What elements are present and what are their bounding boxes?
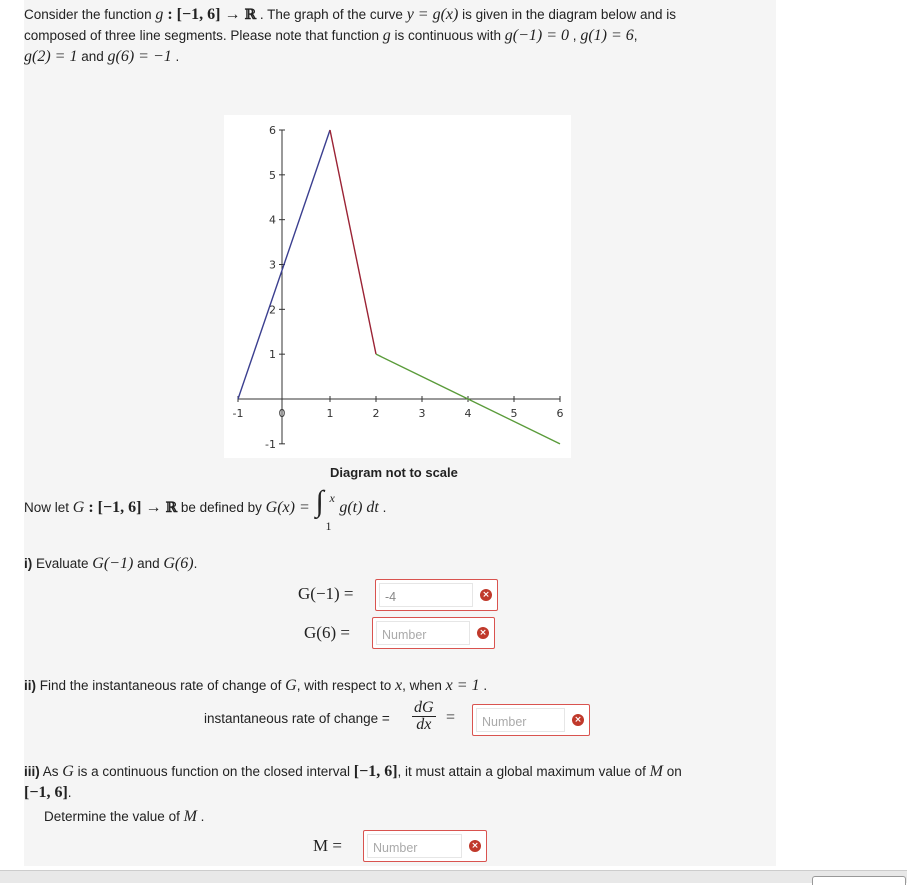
error-icon: × [477, 627, 489, 639]
y-tick-label: -1 [265, 437, 276, 451]
y-tick-label: 4 [269, 213, 276, 227]
definition-line: Now let G : [−1, 6] → ℝ be defined by G(x) = ∫ x 1 g(t) dt . [24, 496, 386, 520]
q2-equals: = [446, 709, 456, 726]
dg-dx-fraction: $\frac{dG}{dx}$ [414, 699, 434, 733]
graph-svg [224, 115, 571, 458]
q1-label-a: G(−1) = [298, 584, 354, 603]
g-minus1-input[interactable]: -4 [379, 583, 473, 607]
g6-answer-box[interactable] [372, 617, 495, 649]
rate-answer-box[interactable] [472, 704, 590, 736]
y-tick-label: 3 [269, 258, 276, 272]
q3-text-line-2: [−1, 6]. [24, 784, 72, 801]
y-tick-label: 1 [269, 348, 276, 362]
rate-input[interactable]: Number [476, 708, 565, 732]
m-input[interactable]: Number [367, 834, 462, 858]
q3-label: M = [313, 836, 342, 855]
y-tick-label: 2 [269, 303, 276, 317]
curve-segment1 [238, 130, 330, 399]
x-tick-label: 5 [510, 407, 518, 420]
error-icon: × [572, 714, 584, 726]
x-tick-label: 6 [556, 407, 564, 420]
x-tick-label: 2 [372, 407, 380, 420]
curve-segment2 [330, 130, 376, 354]
scroll-tab[interactable] [812, 876, 906, 885]
y-tick-label: 6 [269, 124, 276, 137]
q2-label: instantaneous rate of change = [204, 711, 390, 726]
x-tick-label: 3 [418, 407, 426, 420]
x-tick-label: 1 [326, 407, 334, 420]
intro-line-1: Consider the function g : [−1, 6] → ℝ . The graph of the curve y = g(x) is given in the diagram below and is [24, 6, 676, 23]
q1-label-b: G(6) = [304, 623, 350, 642]
error-icon: × [469, 840, 481, 852]
graph-panel [224, 115, 571, 458]
error-icon: × [480, 589, 492, 601]
x-tick-label: 4 [464, 407, 472, 420]
q3-determine: Determine the value of M . [44, 808, 205, 825]
x-tick-label: 0 [278, 407, 286, 420]
intro-line-2: composed of three line segments. Please note that function g is continuous with g(−1) = 0 , g(1) = 6, [24, 27, 638, 44]
y-tick-label: 5 [269, 168, 276, 182]
diagram-caption: Diagram not to scale [330, 465, 458, 480]
bottom-scroll-area [0, 870, 907, 883]
integral-upper: x [329, 491, 335, 506]
q2-text: ii) Find the instantaneous rate of change of G, with respect to x, when x = 1 . [24, 677, 488, 694]
g6-input[interactable]: Number [376, 621, 470, 645]
m-answer-box[interactable] [363, 830, 487, 862]
q3-text-line-1: iii) As G is a continuous function on the closed interval [−1, 6], it must attain a global maximum value of M on [24, 763, 682, 780]
q1-text: i) Evaluate G(−1) and G(6). [24, 555, 198, 572]
g-minus1-answer-box[interactable] [375, 579, 498, 611]
integral-sign: ∫ [315, 485, 324, 519]
intro-line-3: g(2) = 1 and g(6) = −1 . [24, 48, 180, 65]
integral-lower: 1 [325, 519, 332, 534]
x-tick-label: -1 [232, 407, 244, 420]
